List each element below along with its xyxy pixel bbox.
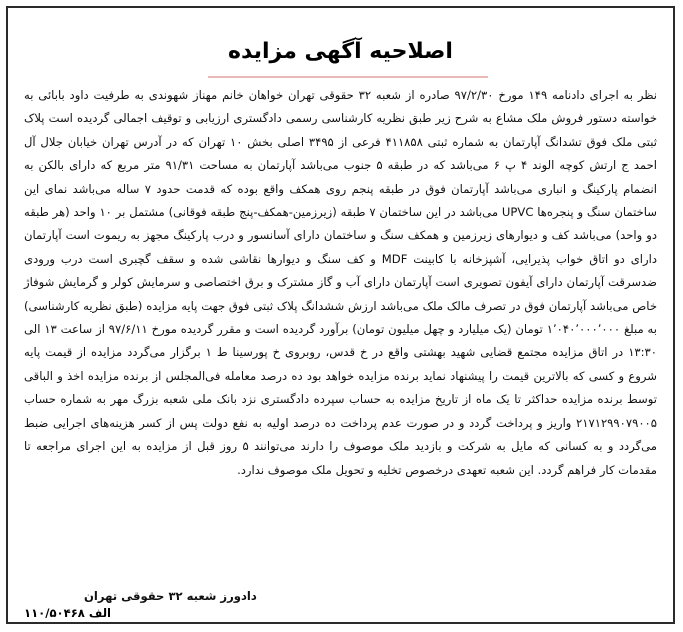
signature: دادورز شعبه ۳۲ حقوقی تهران [84,589,257,603]
title-underline [208,76,488,78]
notice-title: اصلاحیه آگهی مزایده [228,39,453,64]
ad-code: ۱۱۰/۵۰۴۶۸ الف [24,606,112,620]
notice-body: نظر به اجرای دادنامه ۱۴۹ مورخ ۹۷/۲/۳۰ صادره از شعبه ۳۲ حقوقی تهران خواهان خانم مهناز شهوندی به طرفیت داود بابائی به خواسته دستور فروش ملک مشاع به شرح زیر طبق نظریه کارشناسی رسمی دادگستری ارزیابی و توقیف اجمالی گردیده است پلاک ثبتی ملک فوق تشدانگ آپارتمان به شماره ثبتی ۴۱۱۸۵۸ فرعی از ۳۴۹۵ اصلی بخش ۱۰ تهران که در آدرس تهران خیابان جلال آل احمد ج ارتش کوچه الوند ۴ پ ۶ می‌باشد که در طبقه ۵ جنوب می‌باشد آپارتمان به مساحت ۹۱/۳۱ متر مربع که دارای بالکن به انضمام پارکینگ و انباری می‌باشد آپارتمان فوق در طبقه پنجم روی همکف واقع بوده که قدمت حدود ۷ ساله می‌باشد نمای این ساختمان سنگ و پنجره‌ها UPVC می‌باشد در این ساختمان ۷ طبقه (زیرزمین-همکف-پنج طبقه فوقانی) مشتمل بر ۱۰ واحد (هر طبقه دو واحد) می‌باشد کف و دیوارهای زیرزمین و همکف سنگ و ساختمان دارای آسانسور و درب پارکینگ مجهز به ریموت است آپارتمان دارای دو اتاق خواب پذیرایی، آشپزخانه با کابینت MDF و کف سنگ و دیوارها نقاشی شده و سقف گچبری است درب ورودی ضدسرقت آپارتمان دارای آیفون تصویری است آپارتمان دارای آب و گاز مشترک و برق اختصاصی و سرمایش کولر و گرمایش شوفاژ خاص می‌باشد آپارتمان فوق در تصرف مالک ملک می‌باشد ارزش ششدانگ پلاک ثبتی فوق جهت پایه مزایده (طبق نظریه کارشناسی) به مبلغ ۱٬۰۴۰٬۰۰۰٬۰۰۰ تومان (یک میلیارد و چهل میلیون تومان) برآورد گردیده است و مقرر گردیده مورخ ۹۷/۶/۱۱ از ساعت ۱۳ الی ۱۳:۳۰ در اتاق مزایده مجتمع قضایی شهید بهشتی واقع در خ قدس، روبروی خ پورسینا ط ۱ برگزار می‌گردد مزایده از قیمت پایه شروع و کسی که بالاترین قیمت را پیشنهاد نماید برنده مزایده خواهد بود ده درصد معامله فی‌المجلس از برنده مزایده اخذ و الباقی توسط برنده مزایده حداکثر تا یک ماه از تاریخ مزایده به حساب سپرده دادگستری نزد بانک ملی شعبه بزرگ مهر به شماره حساب ۲۱۷۱۲۹۹۰۷۹۰۰۵ واریز و پرداخت گردد و در صورت عدم پرداخت ده درصد اولیه به نفع دولت پس از کسر هزینه‌های اجرایی ضبط می‌گردد و به کسانی که مایل به شرکت و بازدید ملک موصوف را دارند می‌توانند ۵ روز قبل از مزایده به این اجرای مراجعه تا مقدمات کار فراهم گردد. این شعبه تعهدی درخصوص تخلیه و تحویل ملک موصوف ندارد. [24,88,658,477]
notice-frame [6,6,675,624]
